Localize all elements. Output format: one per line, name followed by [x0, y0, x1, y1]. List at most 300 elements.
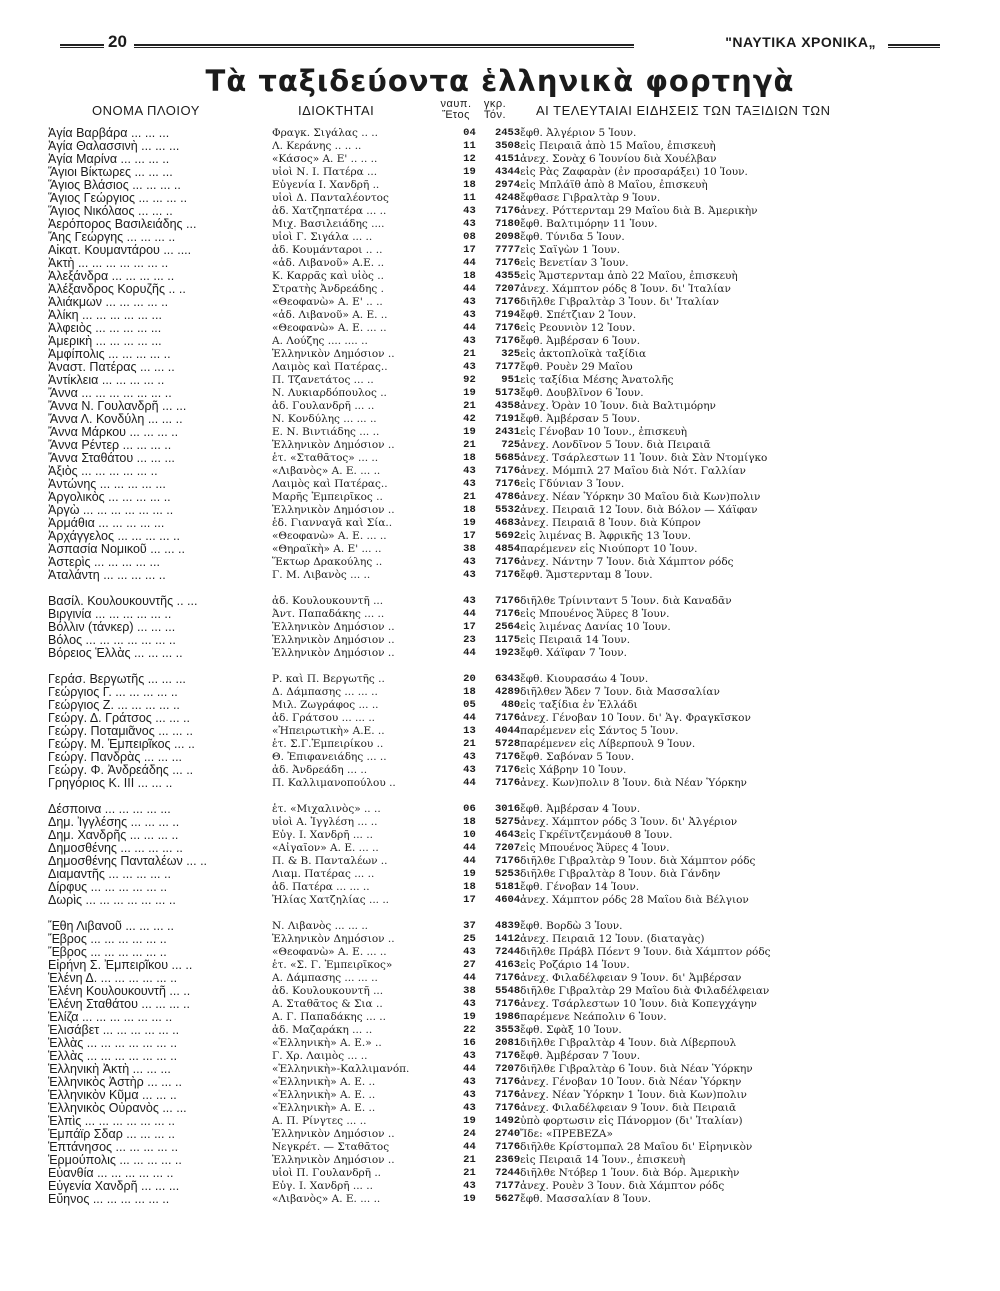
built-year: 44: [463, 972, 476, 984]
table-row: [48, 1076, 948, 1089]
gross-tonnage: 7244: [494, 1167, 521, 1179]
latest-news: παρέμενε Νεάπολιν 6 Ἰουν.: [520, 1011, 667, 1023]
built-year: 44: [463, 283, 476, 295]
table-row: [48, 1154, 948, 1167]
table-row: [48, 491, 948, 504]
owner: υἱοὶ Γ. Σιγάλα ... ..: [271, 231, 373, 243]
ship-name: Διαμαντῆς ... ... ... ... ..: [48, 868, 171, 881]
ship-name: Ἑλλὰς ... ... ... ... ... ... ..: [48, 1050, 178, 1063]
gross-tonnage: 5173: [494, 387, 521, 399]
table-row: [48, 166, 948, 179]
owner: Α. Π. Ρίνγτες ... ..: [271, 1115, 367, 1127]
table-row: [48, 1050, 948, 1063]
table-row: [48, 218, 948, 231]
owner: υἱοὶ Ν. Ι. Πατέρα ...: [271, 166, 378, 178]
gross-tonnage: 7176: [494, 335, 521, 347]
owner: Ἑλληνικὸν Δημόσιον ..: [271, 621, 395, 633]
table-row: [48, 270, 948, 283]
gross-tonnage: 7180: [494, 218, 521, 230]
table-row: [48, 621, 948, 634]
table-row: [48, 1089, 948, 1102]
ship-name: Ἅγιοι Βίκτωρες ... ... ...: [48, 166, 173, 179]
table-row: [48, 387, 948, 400]
owner: Στρατὴς Ἀνδρεάδης .: [271, 283, 384, 295]
latest-news: εἰς ταξίδια Μέσης Ἀνατολῆς: [520, 374, 674, 386]
ship-name: Ἅγιος Γεώργιος ... ... ... ..: [48, 192, 188, 205]
built-year: 19: [463, 387, 476, 399]
owner: Α. Γ. Παπαδάκης ... ..: [271, 1011, 386, 1023]
latest-news: παρέμενεν εἰς Λίβερπουλ 9 Ἰουν.: [520, 738, 696, 750]
built-year: 18: [463, 504, 476, 516]
built-year: 11: [463, 192, 476, 204]
ship-name: Δημοσθένης ... ... ... ... ..: [48, 842, 183, 855]
latest-news: ἔφθ. Γένοβαν 14 Ἰουν.: [520, 881, 640, 893]
running-head: [60, 32, 940, 56]
group-spacer-cell: [48, 790, 948, 803]
ship-name: Ἄννα Ν. Γουλανδρῆ ... ...: [48, 400, 187, 413]
built-year: 24: [463, 1128, 476, 1140]
gross-tonnage: 1492: [494, 1115, 521, 1127]
built-year: 43: [463, 751, 476, 763]
gross-tonnage: 2564: [494, 621, 521, 633]
ship-name: Ἀρμάθια ... ... ... ... ...: [48, 517, 165, 530]
built-year: 44: [463, 855, 476, 867]
built-year: 43: [463, 296, 476, 308]
gross-tonnage: 1175: [494, 634, 521, 646]
built-year-line-1: ναυπ.: [440, 98, 472, 110]
gross-tonnage: 5532: [494, 504, 521, 516]
ship-name: Ἀλφειὸς ... ... ... ... ...: [48, 322, 162, 335]
built-year: 43: [463, 1076, 476, 1088]
ship-name: Ἀλίκη ... ... ... ... ... ...: [48, 309, 162, 322]
ship-name: Ἐμπάϊρ Σδαρ ... ... ... ..: [48, 1128, 175, 1141]
built-year: 43: [463, 998, 476, 1010]
latest-news: ἀνεχ. Γένοβαν 10 Ἰουν. δι' Ἁγ. Φραγκῖσκον: [520, 712, 751, 724]
table-row: [48, 374, 948, 387]
owner: ἀδ. Κουλουκουντῆ ...: [271, 985, 384, 997]
owner: «Λιβανὸς» Α. Ε. ... ..: [271, 1193, 381, 1205]
gross-tonnage: 7176: [494, 972, 521, 984]
built-year: 05: [463, 699, 476, 711]
table-row: [48, 985, 948, 998]
ship-name: Ἄης Γεώργης ... ... ... ..: [48, 231, 176, 244]
table-row: [48, 1024, 948, 1037]
owner: Μιχ. Βασιλειάδης ....: [271, 218, 385, 230]
gross-tonnage: 725: [501, 439, 521, 451]
ship-name: Ἑλληνικὸν Κῦμα ... ... ..: [48, 1089, 177, 1102]
latest-news: διῆλθε Γιβραλτὰρ 4 Ἰουν. διὰ Λίβερπουλ: [520, 1037, 737, 1049]
table-row: [48, 257, 948, 270]
owner: υἱοὶ Π. Γουλανδρῆ ..: [271, 1167, 382, 1179]
header-rule-left: [60, 44, 104, 48]
latest-news: ἀνεχ. Νάντην 7 Ἰουν. διὰ Χάμπτον ρόδς: [520, 556, 734, 568]
gross-tonnage: 7207: [494, 283, 521, 295]
built-year: 16: [463, 1037, 476, 1049]
ship-name: Εὔηνος ... ... ... ... ... ..: [48, 1193, 170, 1206]
built-year: 38: [463, 985, 476, 997]
gross-tonnage: 7176: [494, 322, 521, 334]
ship-name: Ἀντώνης ... ... ... ... ...: [48, 478, 166, 491]
gross-tonnage: 4044: [494, 725, 521, 737]
gross-tonnage: 4355: [494, 270, 521, 282]
latest-news: ἀνεχ. Ρόττερνταμ 29 Μαΐου διὰ Β. Ἀμερικὴν: [520, 205, 758, 217]
table-row: [48, 699, 948, 712]
gross-tonnage: 5253: [494, 868, 521, 880]
latest-news: ἀνεχ. Κων)πολιν 8 Ἰουν. διὰ Νέαν Ὑόρκην: [520, 777, 747, 789]
owner: «Ἑλληνικὴ» Α. Ε.» ..: [271, 1037, 382, 1049]
latest-news: ἀνεχ. Χάμπτον ρόδς 3 Ἰουν. δι' Ἀλγέριον: [520, 816, 738, 828]
group-spacer: [48, 790, 948, 803]
owner: Ρ. καὶ Π. Βεργωτῆς ..: [271, 673, 385, 685]
latest-news: διῆλθε Γιβραλτὰρ 6 Ἰουν. διὰ Νέαν Ὑόρκην: [520, 1063, 753, 1075]
latest-news: ἀνεχ. Πειραιᾶ 12 Ἰουν. (διαταγὰς): [520, 933, 705, 945]
owner: ἀδ. Πατέρα ... ... ..: [271, 881, 370, 893]
built-year: 21: [463, 400, 476, 412]
gross-tonnage: 2740: [494, 1128, 521, 1140]
ship-name: Γεώργ. Ποταμιᾶνος ... ... ..: [48, 725, 193, 738]
ship-name: Βόρειος Ἑλλὰς ... ... ... ..: [48, 647, 183, 660]
owner: υἱοὶ Α. Ἰγγλέση ... ..: [271, 816, 378, 828]
gross-tonnage: 7777: [494, 244, 521, 256]
built-year: 37: [463, 920, 476, 932]
ship-name: Ἑλληνικὸς Οὐρανὸς ... ...: [48, 1102, 187, 1115]
gross-tonnage: 7177: [494, 1180, 521, 1192]
built-year: 43: [463, 465, 476, 477]
gross-tonnage: 7244: [494, 946, 521, 958]
owner: Λ. Κεράνης .. .. ..: [271, 140, 362, 152]
owner: Θ. Ἐπιφανειάδης ... ..: [271, 751, 387, 763]
ship-name: Γεώργιος Γ. ... ... ... ... ..: [48, 686, 178, 699]
built-year: 44: [463, 1063, 476, 1075]
table-row: [48, 764, 948, 777]
built-year: 43: [463, 946, 476, 958]
ship-name: Ἀσπασία Νομικοῦ ... ... ..: [48, 543, 185, 556]
table-row: [48, 504, 948, 517]
table-row: [48, 1180, 948, 1193]
owner: Λαιμὸς καὶ Πατέρας..: [271, 361, 388, 373]
built-year: 21: [463, 1167, 476, 1179]
gross-tonnage: 951: [501, 374, 521, 386]
owner: «Θεοφανὼ» Α. Ε. ... ..: [271, 946, 387, 958]
owner: Π. & Β. Πανταλέων ..: [271, 855, 388, 867]
owner: Ἑλληνικὸν Δημόσιον ..: [271, 504, 395, 516]
built-year: 38: [463, 543, 476, 555]
latest-news: ἀνεχ. Πειραιᾶ 12 Ἰουν. διὰ Βόλον — Χάϊφαν: [520, 504, 758, 516]
latest-news: Ἴδε: «ΠΡΕΒΕΖΑ»: [520, 1128, 613, 1140]
table-row: [48, 686, 948, 699]
owner: «ἀδ. Λιβανοῦ» Α. Ε. ..: [271, 309, 388, 321]
built-year: 44: [463, 777, 476, 789]
ship-name: Ἀντίκλεια ... ... ... ... ..: [48, 374, 165, 387]
group-spacer-cell: [48, 582, 948, 595]
gross-tonnage: 7176: [494, 595, 521, 607]
ship-name: Δημοσθένης Πανταλέων ... ..: [48, 855, 208, 868]
ship-name: Ἀερόπορος Βασιλειάδης ...: [48, 218, 197, 231]
ship-name: Γεώργ. Δ. Γράτσος ... ... ..: [48, 712, 191, 725]
gross-tonnage: 7176: [494, 1089, 521, 1101]
gross-tonnage: 4854: [494, 543, 521, 555]
gross-tonnage: 7176: [494, 1076, 521, 1088]
ship-name: Εὐγενία Χανδρῆ ... ... ...: [48, 1180, 180, 1193]
built-year: 04: [463, 127, 476, 139]
ship-name: Ἀμερικὴ ... ... ... ... ...: [48, 335, 162, 348]
built-year: 43: [463, 361, 476, 373]
built-year: 43: [463, 1089, 476, 1101]
gross-tonnage: 5685: [494, 452, 521, 464]
owner: Ἀντ. Παπαδάκης ... ..: [271, 608, 385, 620]
built-year: 44: [463, 608, 476, 620]
built-year: 17: [463, 621, 476, 633]
owner: Ἑλληνικὸν Δημόσιον ..: [271, 933, 395, 945]
table-row: [48, 517, 948, 530]
table-row: [48, 335, 948, 348]
table-row: [48, 413, 948, 426]
gross-tonnage: 5692: [494, 530, 521, 542]
gross-tonnage: 7176: [494, 205, 521, 217]
owner: Νεγκρέτ. — Σταθᾶτος: [271, 1141, 390, 1153]
owner: Γ. Μ. Λιβανὸς ... ..: [271, 569, 371, 581]
owner: ἀδ. Γράτσου ... ... ..: [271, 712, 376, 724]
table-row: [48, 920, 948, 933]
column-header-ship-name: ΟΝΟΜΑ ΠΛΟΙΟΥ: [92, 103, 200, 118]
table-row: [48, 608, 948, 621]
built-year: 44: [463, 1141, 476, 1153]
group-spacer: [48, 582, 948, 595]
gross-tonnage: 2098: [494, 231, 521, 243]
header-rule-middle: [134, 44, 634, 48]
ship-name: Ἑλένη Δ. ... ... ... ... ... ..: [48, 972, 178, 985]
latest-news: ἀνεχ. Χάμπτον ρόδς 28 Μαΐου διὰ Βέλγιον: [520, 894, 749, 906]
latest-news: ἔφθ. Σφὰξ 10 Ἰουν.: [520, 1024, 622, 1036]
tonnage-line-2: Τόν.: [483, 109, 507, 121]
column-header-latest-news: ΑΙ ΤΕΛΕΥΤΑΙΑΙ ΕΙΔΗΣΕΙΣ ΤΩΝ ΤΑΞΙΔΙΩΝ ΤΩΝ: [536, 103, 831, 118]
gross-tonnage: 7191: [494, 413, 521, 425]
table-row: [48, 205, 948, 218]
latest-news: εἰς Πειραιᾶ 14 Ἰουν., ἐπισκευὴ: [520, 1154, 686, 1166]
table-row: [48, 426, 948, 439]
gross-tonnage: 7176: [494, 569, 521, 581]
owner: Π. Καλλιμανοπούλου ..: [271, 777, 396, 789]
table-row: [48, 439, 948, 452]
latest-news: διῆλθεν Ἄδεν 7 Ἰουν. διὰ Μασσαλίαν: [520, 686, 720, 698]
built-year: 43: [463, 595, 476, 607]
table-row: [48, 959, 948, 972]
latest-news: ἀνεχ. Φιλαδέλφειαν 9 Ἰουν. διὰ Πειραιᾶ: [520, 1102, 737, 1114]
table-row: [48, 127, 948, 140]
table-row: [48, 673, 948, 686]
table-row: [48, 647, 948, 660]
latest-news: ἀνεχ. Τσάρλεστων 11 Ἰουν. διὰ Σὰν Ντομίγκο: [520, 452, 768, 464]
gross-tonnage: 5275: [494, 816, 521, 828]
ship-name: Δέσποινα ... ... ... ... ...: [48, 803, 171, 816]
latest-news: διῆλθε Τρίνινταντ 5 Ἰουν. διὰ Καναδᾶν: [520, 595, 732, 607]
built-year: 43: [463, 1102, 476, 1114]
gross-tonnage: 480: [501, 699, 521, 711]
gross-tonnage: 7207: [494, 842, 521, 854]
ship-name: Εὐανθία ... ... ... ... ... ..: [48, 1167, 174, 1180]
gross-tonnage: 7176: [494, 1141, 521, 1153]
gross-tonnage: 4683: [494, 517, 521, 529]
ship-name: Ἀστερὶς ... ... ... ... ...: [48, 556, 160, 569]
latest-news: παρέμενεν εἰς Νιούπορτ 10 Ἰουν.: [520, 543, 698, 555]
ship-name: Αἰκατ. Κουμαντάρου ... ....: [48, 244, 192, 257]
table-row: [48, 1193, 948, 1206]
latest-news: διῆλθε Γιβραλτὰρ 3 Ἰουν. δι' Ἰταλίαν: [520, 296, 719, 308]
latest-news: διῆλθε Γιβραλτὰρ 29 Μαΐου διὰ Φιλαδέλφειαν: [520, 985, 770, 997]
built-year: 42: [463, 413, 476, 425]
latest-news: εἰς Γένοβαν 10 Ἰουν., ἐπισκευὴ: [520, 426, 688, 438]
owner: Κ. Καρρᾶς καὶ υἱὸς ..: [271, 270, 384, 282]
latest-news: ἀνεχ. Νέαν Ὑόρκην 1 Ἰουν. διὰ Κων)πολιν: [520, 1089, 747, 1101]
table-row: [48, 1063, 948, 1076]
owner: «Θεοφανὼ» Α. Ε' .. ..: [271, 296, 383, 308]
group-spacer-cell: [48, 907, 948, 920]
owner: «Θεοφανὼ» Α. Ε. ... ..: [271, 322, 387, 334]
ship-name: Ἀργολικὸς ... ... ... ... ..: [48, 491, 171, 504]
latest-news: ἔφθ. Ἀμβέρσαν 6 Ἰουν.: [520, 335, 641, 347]
built-year: 44: [463, 842, 476, 854]
gross-tonnage: 7176: [494, 556, 521, 568]
owner: Λαιμὸς καὶ Πατέρας..: [271, 478, 388, 490]
gross-tonnage: 2453: [494, 127, 521, 139]
ship-name: Ἀλιάκμων ... ... ... ... ..: [48, 296, 169, 309]
gross-tonnage: 4786: [494, 491, 521, 503]
owner: «Λιβανὸς» Α. Ε. ... ..: [271, 465, 381, 477]
built-year: 43: [463, 205, 476, 217]
latest-news: ἔφθ. Ἀμβέρσαν 5 Ἰουν.: [520, 413, 641, 425]
owner: Α. Δάμπασης ... ... ..: [271, 972, 378, 984]
owner: Ἑλληνικὸν Δημόσιον ..: [271, 634, 395, 646]
built-year: 43: [463, 478, 476, 490]
latest-news: εἰς Ἄμστερνταμ ἀπὸ 22 Μαΐου, ἐπισκευὴ: [520, 270, 738, 282]
ship-name: Εἰρήνη Σ. Ἐμπειρῖκου ... ..: [48, 959, 193, 972]
owner: Εὐγ. Ι. Χανδρῆ ... ..: [271, 1180, 373, 1192]
table-row: [48, 556, 948, 569]
gross-tonnage: 7207: [494, 1063, 521, 1075]
table-row: [48, 751, 948, 764]
table-row: [48, 777, 948, 790]
latest-news: ἀνεχ. Ρουὲν 3 Ἰουν. διὰ Χάμπτον ρόδς: [520, 1180, 725, 1192]
gross-tonnage: 4289: [494, 686, 521, 698]
owner: «Ἑλληνικὴ» Α. Ε. ..: [271, 1076, 376, 1088]
built-year: 19: [463, 1115, 476, 1127]
table-row: [48, 712, 948, 725]
latest-news: εἰς Μπουένος Ἄϋρες 4 Ἰουν.: [520, 842, 670, 854]
owner: Μαρῆς Ἐμπειρῖκος ..: [271, 491, 383, 503]
owner: Α. Λούζης .... .... ..: [271, 335, 368, 347]
table-row: [48, 803, 948, 816]
column-header-owners: ΙΔΙΟΚΤΗΤΑΙ: [298, 103, 375, 118]
built-year: 43: [463, 218, 476, 230]
gross-tonnage: 3016: [494, 803, 521, 815]
table-row: [48, 465, 948, 478]
built-year: 18: [463, 686, 476, 698]
gross-tonnage: 5728: [494, 738, 521, 750]
table-row: [48, 946, 948, 959]
gross-tonnage: 5627: [494, 1193, 521, 1205]
ship-name: Ἄννα ... ... ... ... ... ... ..: [48, 387, 172, 400]
latest-news: ἀνεχ. Τσάρλεστων 10 Ἰουν. διὰ Κοπεγχάγην: [520, 998, 757, 1010]
gross-tonnage: 7176: [494, 777, 521, 789]
table-row: [48, 569, 948, 582]
owner: Γ. Χρ. Λαιμὸς ... ..: [271, 1050, 368, 1062]
gross-tonnage: 1986: [494, 1011, 521, 1023]
built-year: 44: [463, 322, 476, 334]
ship-name: Δημ. Ἰγγλέσης ... ... ... ..: [48, 816, 180, 829]
owner: ἀδ. Μαζαράκη ... ..: [271, 1024, 373, 1036]
owner: ἀδ. Ἀνδρεάδη ... ..: [271, 764, 368, 776]
table-row: [48, 400, 948, 413]
ship-name: Ἁγία Βαρβάρα ... ... ...: [48, 127, 170, 140]
table-row: [48, 231, 948, 244]
table-row: [48, 816, 948, 829]
built-year: 21: [463, 491, 476, 503]
latest-news: εἰς ταξίδια ἐν Ἑλλάδι: [520, 699, 638, 711]
gross-tonnage: 3553: [494, 1024, 521, 1036]
ship-name: Ἁγία Μαρίνα ... ... ... ..: [48, 153, 170, 166]
gross-tonnage: 4248: [494, 192, 521, 204]
built-year: 21: [463, 1154, 476, 1166]
table-row: [48, 972, 948, 985]
built-year: 43: [463, 1050, 476, 1062]
gross-tonnage: 7176: [494, 478, 521, 490]
gross-tonnage: 2974: [494, 179, 521, 191]
latest-news: ἀνεχ. Νέαν Ὑόρκην 30 Μαΐου διὰ Κων)πολιν: [520, 491, 761, 503]
latest-news: ἔφθ. Σαβόναν 5 Ἰουν.: [520, 751, 635, 763]
gross-tonnage: 7194: [494, 309, 521, 321]
table-row: [48, 179, 948, 192]
latest-news: ἔφθ. Σπέτζιαν 2 Ἰουν.: [520, 309, 637, 321]
ship-name: Δημ. Χανδρῆς ... ... ... ..: [48, 829, 179, 842]
built-year: 43: [463, 1180, 476, 1192]
gross-tonnage: 7176: [494, 1102, 521, 1114]
ship-name: Ἔθη Λιβανοῦ ... ... ... ..: [48, 920, 174, 933]
built-year: 44: [463, 712, 476, 724]
ship-name: Δίρφυς ... ... ... ... ... ..: [48, 881, 168, 894]
gross-tonnage: 5181: [494, 881, 521, 893]
table-row: [48, 1115, 948, 1128]
owner: ἑδ. Γιανναγᾶ καὶ Σία..: [271, 517, 393, 529]
ship-name: Βασίλ. Κουλουκουντῆς .. ...: [48, 595, 198, 608]
latest-news: ἔφθ. Ἄμστερνταμ 8 Ἰουν.: [520, 569, 653, 581]
owner: υἱοὶ Δ. Πανταλέοντος: [271, 192, 389, 204]
table-row: [48, 894, 948, 907]
ship-register-body: [48, 127, 948, 1206]
built-year: 25: [463, 933, 476, 945]
gross-tonnage: 2081: [494, 1037, 521, 1049]
table-row: [48, 153, 948, 166]
ship-name: Ἅγιος Νικόλαος ... ... ..: [48, 205, 173, 218]
built-year: 43: [463, 569, 476, 581]
latest-news: εἰς Πειραιᾶ ἀπὸ 15 Μαΐου, ἐπισκευὴ: [520, 140, 716, 152]
owner: ἀδ. Κουλουκουντῆ ...: [271, 595, 384, 607]
latest-news: ἔφθ. Ἀμβέρσαν 7 Ἰουν.: [520, 1050, 641, 1062]
built-year: 11: [463, 140, 476, 152]
gross-tonnage: 7177: [494, 361, 521, 373]
gross-tonnage: 1923: [494, 647, 521, 659]
owner: Εὐγενία Ι. Χανδρῆ ..: [271, 179, 380, 191]
ship-name: Ἑπτάνησος ... ... ... ... ..: [48, 1141, 179, 1154]
page-number: 20: [104, 32, 131, 52]
tonnage-line-1: γκρ.: [483, 98, 507, 110]
owner: Ἕκτωρ Δρακούλης ..: [271, 556, 383, 568]
gross-tonnage: 6343: [494, 673, 521, 685]
table-row: [48, 309, 948, 322]
built-year: 17: [463, 530, 476, 542]
table-row: [48, 530, 948, 543]
gross-tonnage: 4604: [494, 894, 521, 906]
table-row: [48, 348, 948, 361]
